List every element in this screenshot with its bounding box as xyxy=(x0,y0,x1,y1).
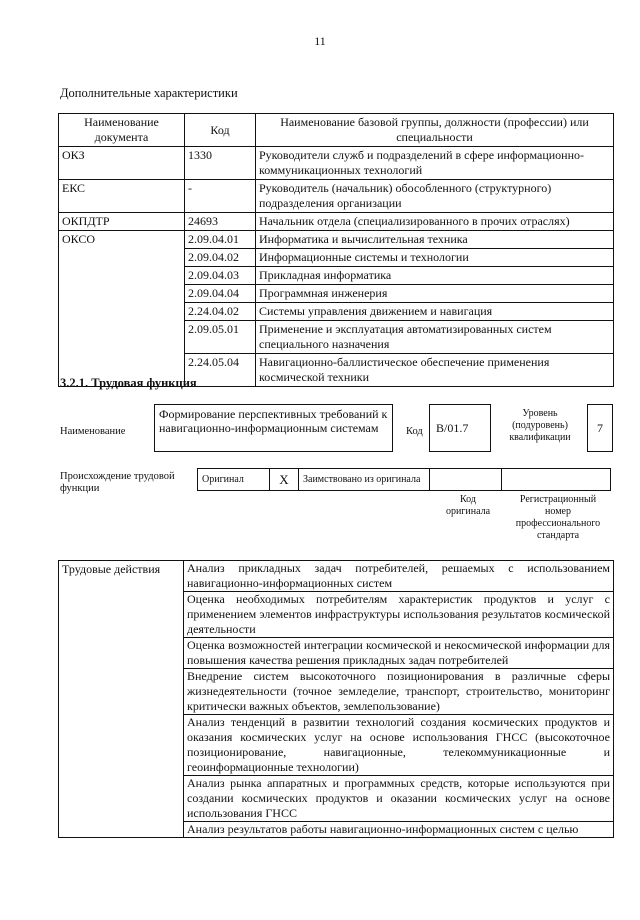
code-cell: 2.09.04.01 xyxy=(185,231,256,249)
origin-code-cell xyxy=(430,469,502,491)
code-cell: - xyxy=(185,180,256,213)
name-cell: Системы управления движением и навигация xyxy=(256,303,614,321)
work-action-item: Оценка необходимых потребителям характеристик продуктов и услуг с применением элементов инфраструктуры использования результатов космической деятельности xyxy=(184,592,614,638)
table-row xyxy=(59,213,614,231)
work-action-item: Оценка возможностей интеграции космической и некосмической информации для повышения качества решения прикладных задач потребителей xyxy=(184,638,614,669)
reg-number-cell xyxy=(502,469,611,491)
name-cell: Программная инженерия xyxy=(256,285,614,303)
origin-code-caption: Код оригинала xyxy=(445,494,491,517)
code-cell: 1330 xyxy=(185,147,256,180)
document-cell: ОКСО xyxy=(59,231,185,387)
document-cell: ОКЗ xyxy=(59,147,185,180)
original-label: Оригинал xyxy=(198,469,270,491)
name-cell: Навигационно-баллистическое обеспечение применения космической техники xyxy=(256,354,614,387)
column-header-document: Наименование документа xyxy=(59,114,185,147)
code-cell: 2.09.04.04 xyxy=(185,285,256,303)
code-cell: 2.09.05.01 xyxy=(185,321,256,354)
document-cell: ОКПДТР xyxy=(59,213,185,231)
page-number: 11 xyxy=(314,34,326,48)
level-value-box: 7 xyxy=(587,404,613,452)
section-heading: Дополнительные характеристики xyxy=(60,86,238,100)
function-name-box: Формирование перспективных требований к навигационно-информационным системам xyxy=(154,404,393,452)
origin-label: Происхождение трудовой функции xyxy=(60,471,175,494)
code-cell: 2.24.05.04 xyxy=(185,354,256,387)
work-action-item: Анализ результатов работы навигационно-информационных систем с целью xyxy=(184,822,614,838)
name-cell: Начальник отдела (специализированного в прочих отраслях) xyxy=(256,213,614,231)
original-mark: X xyxy=(270,469,299,491)
name-cell: Прикладная информатика xyxy=(256,267,614,285)
column-header-name: Наименование базовой группы, должности (профессии) или специальности xyxy=(256,114,614,147)
name-cell: Руководители служб и подразделений в сфере информационно-коммуникационных технологий xyxy=(256,147,614,180)
code-label: Код xyxy=(406,426,423,437)
table-row xyxy=(59,231,614,249)
code-cell: 24693 xyxy=(185,213,256,231)
work-actions-table xyxy=(58,560,614,838)
reg-number-caption: Регистрационный номер профессионального стандарта xyxy=(515,494,601,541)
code-cell: 2.24.04.02 xyxy=(185,303,256,321)
function-code-box: B/01.7 xyxy=(429,404,491,452)
function-heading: 3.2.1. Трудовая функция xyxy=(60,376,197,390)
work-action-item: Анализ прикладных задач потребителей, решаемых с использованием навигационно-информационных систем xyxy=(184,561,614,592)
name-cell: Руководитель (начальник) обособленного (структурного) подразделения организации xyxy=(256,180,614,213)
work-actions-label: Трудовые действия xyxy=(59,561,184,838)
characteristics-table xyxy=(58,113,614,387)
level-label: Уровень (подуровень) квалификации xyxy=(509,408,571,443)
table-row xyxy=(59,147,614,180)
table-header-row xyxy=(59,114,614,147)
origin-table xyxy=(197,468,611,491)
work-action-item: Анализ рынка аппаратных и программных средств, которые используются при создании космических продуктов и оказании космических услуг на основе использования ГНСС xyxy=(184,776,614,822)
work-action-item: Анализ тенденций в развитии технологий создания космических продуктов и оказания космических услуг на основе использования ГНСС (высокоточное позиционирование, навигационные, телекоммуникационные и геоинформационные технологии) xyxy=(184,715,614,776)
name-label: Наименование xyxy=(60,426,126,437)
name-cell: Информатика и вычислительная техника xyxy=(256,231,614,249)
column-header-code: Код xyxy=(185,114,256,147)
table-row xyxy=(59,561,614,592)
code-cell: 2.09.04.02 xyxy=(185,249,256,267)
borrowed-label: Заимствовано из оригинала xyxy=(299,469,430,491)
name-cell: Информационные системы и технологии xyxy=(256,249,614,267)
document-cell: ЕКС xyxy=(59,180,185,213)
code-cell: 2.09.04.03 xyxy=(185,267,256,285)
table-row xyxy=(59,180,614,213)
work-action-item: Внедрение систем высокоточного позиционирования в различные сферы жизнедеятельности (точное земледелие, транспорт, строительство, мониторинг критически важных объектов, землепользование) xyxy=(184,669,614,715)
name-cell: Применение и эксплуатация автоматизированных систем специального назначения xyxy=(256,321,614,354)
